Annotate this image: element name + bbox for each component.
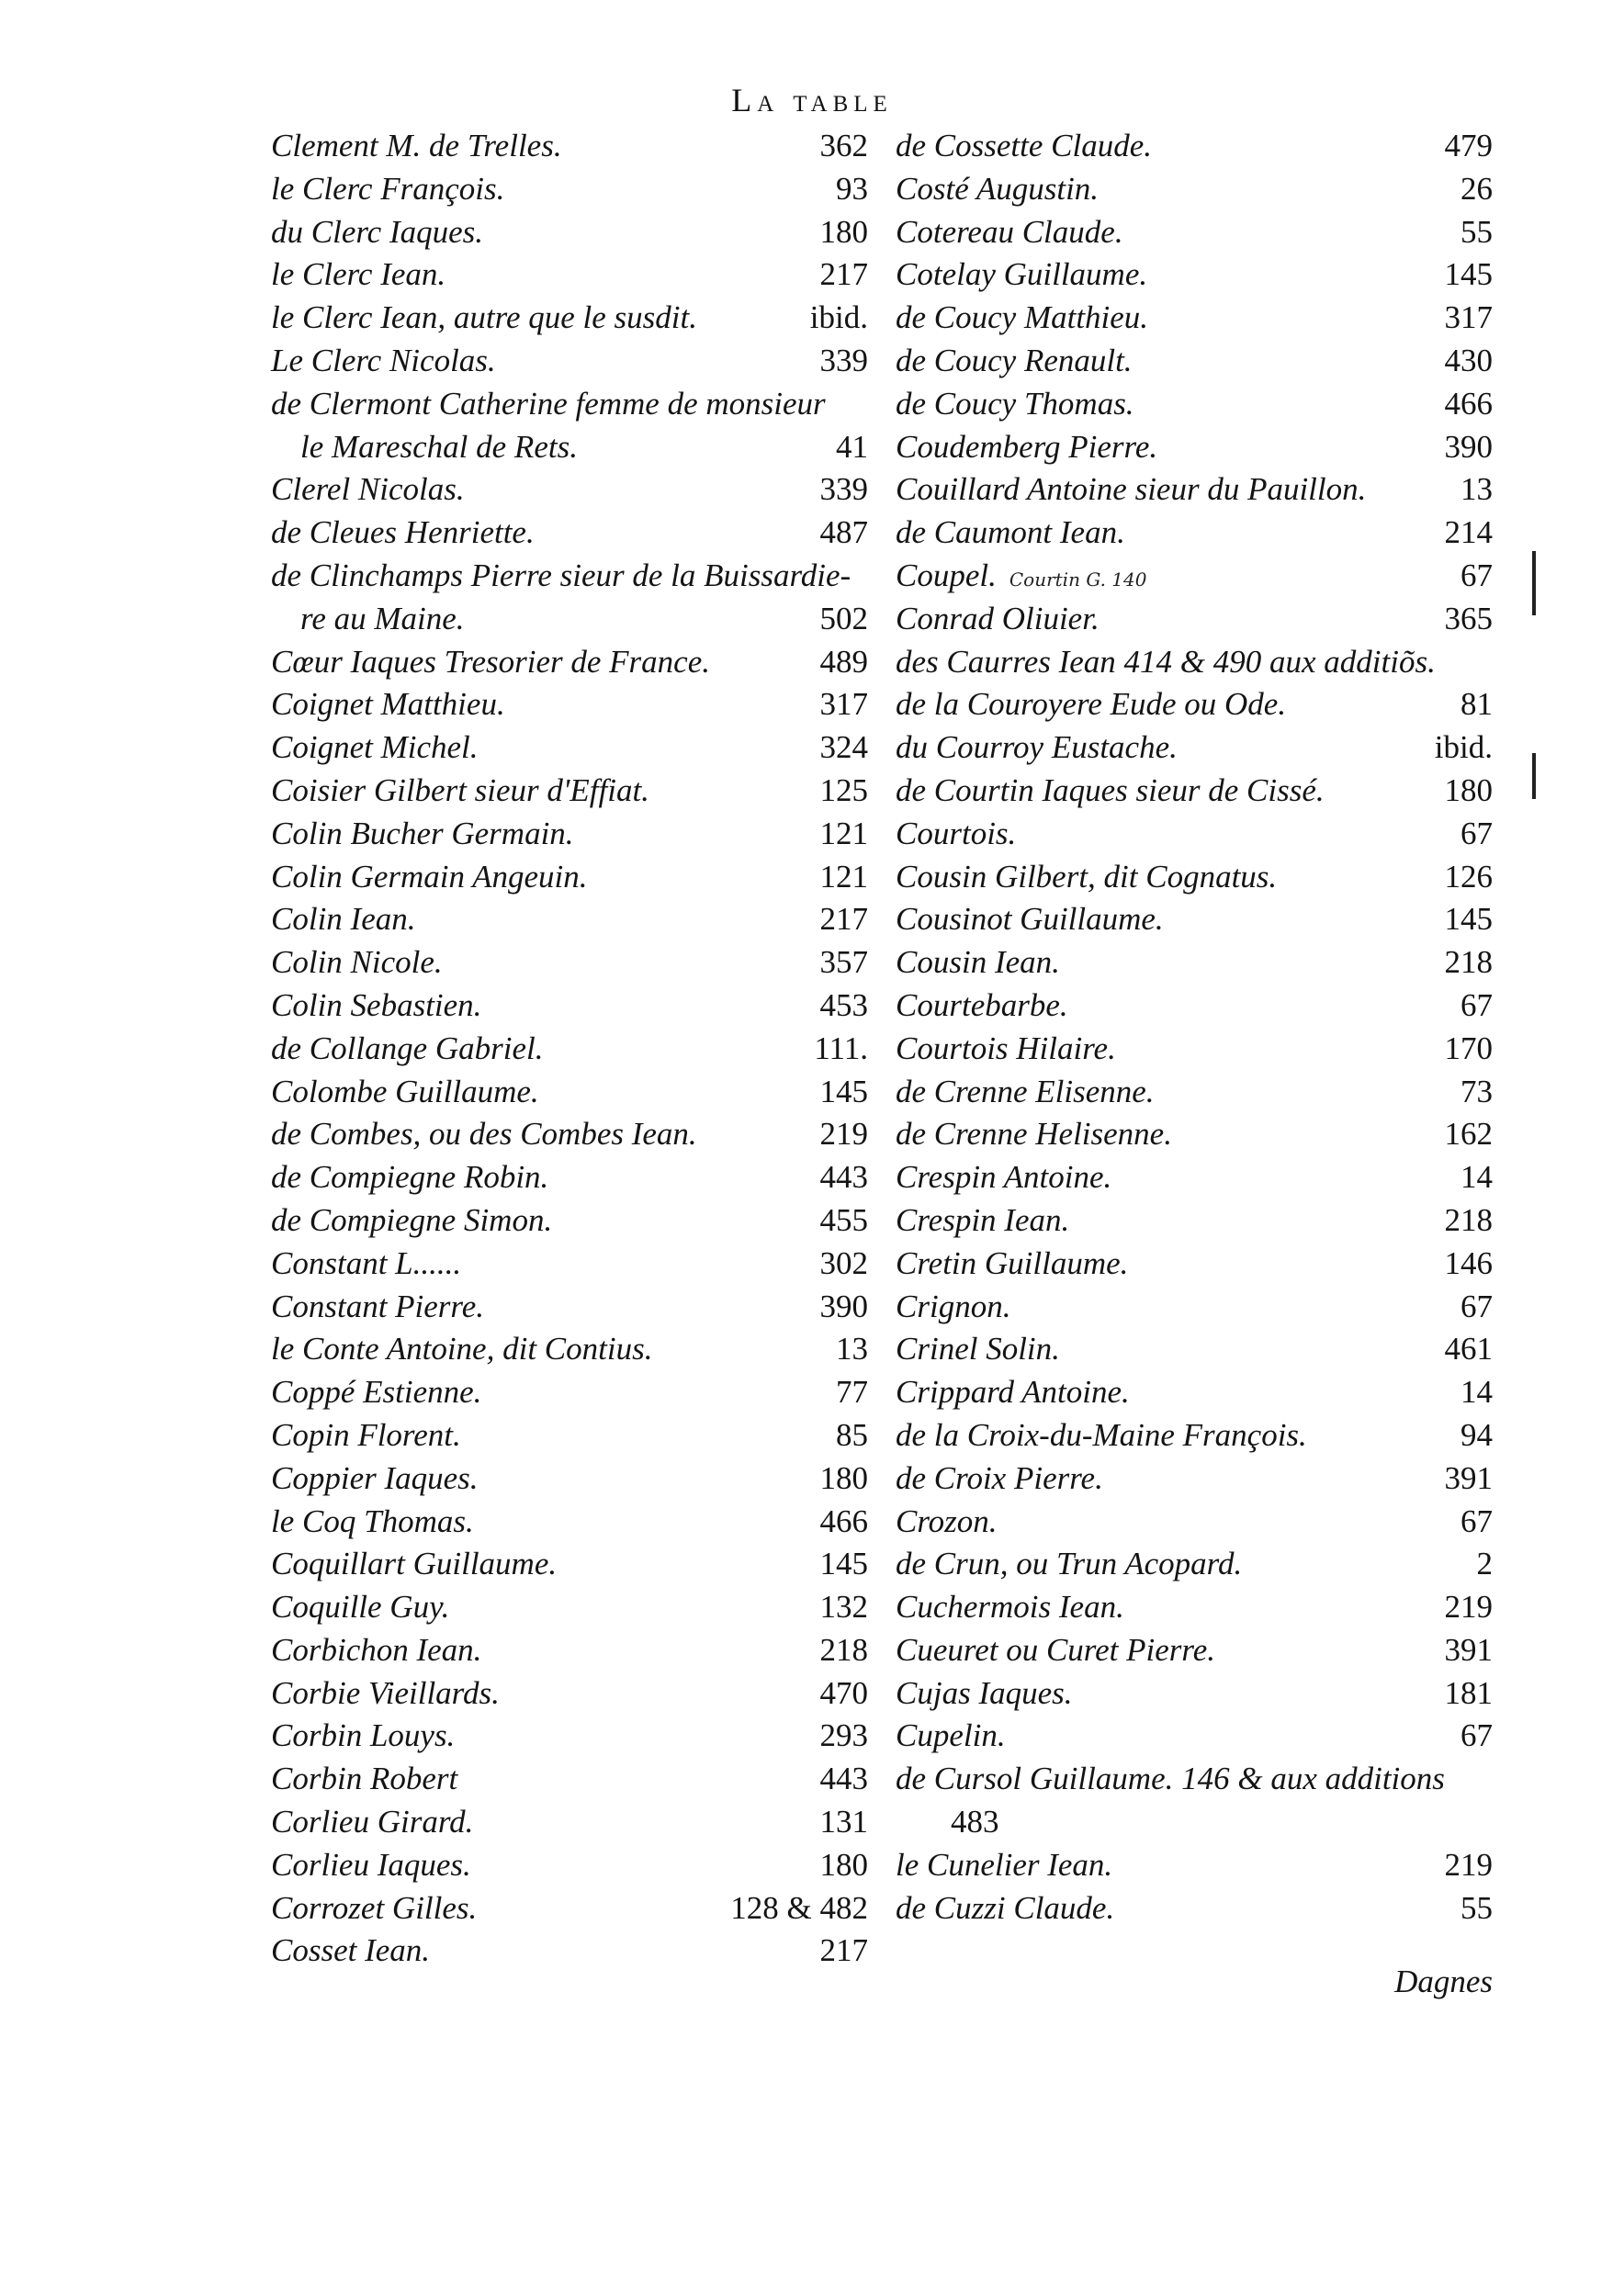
- index-entry: [271, 468, 868, 512]
- index-entry: [271, 641, 868, 684]
- entry-name: Copin Florent.: [271, 1416, 461, 1453]
- left-column: [271, 125, 868, 1973]
- entry-page-number: 67: [1460, 557, 1493, 593]
- index-entry: [271, 985, 868, 1028]
- index-entry: [896, 598, 1493, 641]
- entry-page-number: 13: [1460, 471, 1493, 508]
- index-entry: [896, 941, 1493, 985]
- index-entry: [271, 1844, 868, 1887]
- entry-name: Coignet Michel.: [271, 729, 479, 766]
- entry-page-number: 41: [836, 428, 868, 465]
- entry-name: de Cuzzi Claude.: [896, 1889, 1115, 1926]
- index-entry: [896, 683, 1493, 726]
- entry-page-number: 128 & 482: [730, 1889, 868, 1926]
- entry-name: de Crun, ou Trun Acopard.: [896, 1546, 1243, 1582]
- entry-name: de Crenne Elisenne.: [896, 1073, 1155, 1109]
- entry-name: du Courroy Eustache.: [896, 729, 1178, 766]
- entry-page-number: 487: [819, 514, 868, 551]
- index-entry: [896, 253, 1493, 297]
- handwritten-annotation: Courtin G. 140: [1009, 568, 1147, 591]
- entry-name: Crippard Antoine.: [896, 1374, 1130, 1411]
- entry-name: de Compiegne Robin.: [271, 1159, 549, 1196]
- index-entry: [896, 512, 1493, 555]
- entry-name: Coquillart Guillaume.: [271, 1546, 558, 1582]
- entry-page-number: 470: [819, 1674, 868, 1711]
- entry-page-number: 324: [819, 729, 868, 766]
- entry-name: Coudemberg Pierre.: [896, 428, 1158, 465]
- entry-name: de Combes, ou des Combes Iean.: [271, 1116, 697, 1153]
- index-entry: [271, 168, 868, 211]
- index-entry: [896, 1199, 1493, 1243]
- entry-page-number: 293: [819, 1717, 868, 1754]
- entry-page-number: 214: [1444, 514, 1493, 551]
- entry-page-number: 339: [819, 471, 868, 508]
- entry-page-number: 93: [836, 170, 868, 207]
- entry-page-number: 13: [836, 1331, 868, 1367]
- entry-name: de la Couroyere Eude ou Ode.: [896, 686, 1287, 723]
- index-entry: [271, 1543, 868, 1586]
- entry-page-number: 121: [819, 815, 868, 851]
- index-entry: [896, 1758, 1493, 1801]
- entry-name: Coisier Gilbert sieur d'Effiat.: [271, 771, 649, 808]
- entry-page-number: 67: [1460, 1503, 1493, 1539]
- entry-name: Cousin Gilbert, dit Cognatus.: [896, 858, 1278, 895]
- index-entry: [271, 941, 868, 985]
- entry-page-number: 67: [1460, 986, 1493, 1023]
- entry-name-group: [896, 555, 1146, 602]
- entry-name: Cotelay Guillaume.: [896, 256, 1148, 293]
- index-entry: [271, 253, 868, 297]
- entry-page-number: 217: [819, 256, 868, 293]
- entry-page-number: 217: [819, 901, 868, 938]
- catchword: Dagnes: [1394, 1964, 1493, 1999]
- entry-page-number: 218: [1444, 944, 1493, 981]
- entry-page-number: 181: [1444, 1674, 1493, 1711]
- index-entry: [271, 1243, 868, 1286]
- entry-page-number: 77: [836, 1374, 868, 1411]
- index-entry: [896, 168, 1493, 211]
- index-entry: [271, 1156, 868, 1199]
- entry-name: de Cossette Claude.: [896, 128, 1152, 163]
- entry-name: Corrozet Gilles.: [271, 1889, 478, 1926]
- index-entry: [896, 1071, 1493, 1114]
- index-entry: [271, 555, 868, 598]
- entry-name: Cuchermois Iean.: [896, 1589, 1124, 1626]
- entry-name: Courtois.: [896, 815, 1017, 851]
- entry-page-number: 219: [1444, 1846, 1493, 1883]
- entry-name: Coppé Estienne.: [271, 1374, 482, 1411]
- entry-name: Crespin Iean.: [896, 1201, 1070, 1238]
- right-column: [896, 125, 1493, 1930]
- entry-page-number: 466: [819, 1503, 868, 1539]
- index-entry: [896, 1028, 1493, 1071]
- index-entry: [271, 598, 868, 641]
- entry-name: Costé Augustin.: [896, 170, 1100, 207]
- index-entry: [896, 641, 1493, 684]
- index-entry: [271, 1887, 868, 1930]
- entry-page-number: 443: [819, 1159, 868, 1196]
- entry-page-number: 131: [819, 1804, 868, 1840]
- entry-page-number: 479: [1444, 128, 1493, 163]
- index-entry: [896, 1243, 1493, 1286]
- index-entry: [896, 856, 1493, 899]
- margin-mark: [1532, 753, 1536, 799]
- entry-name: Cotereau Claude.: [896, 213, 1123, 250]
- index-entry: [896, 211, 1493, 254]
- entry-name: le Clerc Iean.: [271, 256, 446, 293]
- entry-page-number: 162: [1444, 1116, 1493, 1153]
- entry-name: Colin Nicole.: [271, 944, 443, 981]
- index-entry: [896, 125, 1493, 168]
- index-entry: [271, 1458, 868, 1501]
- index-entry: [271, 125, 868, 168]
- index-entry: [271, 297, 868, 340]
- index-entry: [271, 1286, 868, 1329]
- entry-name: Coquille Guy.: [271, 1589, 450, 1626]
- entry-name: de Coucy Renault.: [896, 342, 1133, 378]
- index-entry: [271, 1414, 868, 1458]
- entry-name: Courtebarbe.: [896, 986, 1068, 1023]
- entry-page-number: 302: [819, 1244, 868, 1281]
- index-entry: [896, 813, 1493, 856]
- entry-page-number: 461: [1444, 1331, 1493, 1367]
- entry-name: Coupel.: [896, 557, 997, 593]
- entry-name: Crinel Solin.: [896, 1331, 1060, 1367]
- entry-name: Colombe Guillaume.: [271, 1073, 539, 1109]
- entry-name: de Croix Pierre.: [896, 1459, 1103, 1496]
- entry-page-number: 121: [819, 858, 868, 895]
- entry-page-number: 390: [1444, 428, 1493, 465]
- index-entry: [896, 1328, 1493, 1371]
- entry-name: de Crenne Helisenne.: [896, 1116, 1172, 1153]
- entry-name: Crignon.: [896, 1288, 1011, 1324]
- entry-name: Corbin Robert: [271, 1761, 458, 1797]
- index-entry: [896, 1414, 1493, 1458]
- entry-name: Clement M. de Trelles.: [271, 128, 562, 163]
- entry-page-number: 391: [1444, 1631, 1493, 1668]
- entry-page-number: 81: [1460, 686, 1493, 723]
- index-entry: [271, 1199, 868, 1243]
- entry-page-number: 85: [836, 1416, 868, 1453]
- index-entry: [271, 1930, 868, 1973]
- entry-name: Crespin Antoine.: [896, 1159, 1112, 1196]
- entry-page-number: 145: [1444, 256, 1493, 293]
- index-entry: [896, 1844, 1493, 1887]
- entry-page-number: 145: [1444, 901, 1493, 938]
- index-entry: [896, 1672, 1493, 1716]
- entry-name: le Conte Antoine, dit Contius.: [271, 1331, 653, 1367]
- index-entry: [271, 1371, 868, 1414]
- index-entry: [271, 1629, 868, 1672]
- entry-page-number: 219: [819, 1116, 868, 1153]
- entry-name: le Mareschal de Rets.: [300, 428, 578, 465]
- margin-mark: [1532, 551, 1536, 615]
- index-entry: [896, 1371, 1493, 1414]
- entry-name: Conrad Oliuier.: [896, 600, 1100, 636]
- entry-page-number: 125: [819, 771, 868, 808]
- index-entry: [896, 1501, 1493, 1544]
- index-entry: [271, 1672, 868, 1716]
- index-entry: [896, 898, 1493, 941]
- entry-page-number: 362: [819, 128, 868, 163]
- entry-name: le Cunelier Iean.: [896, 1846, 1113, 1883]
- entry-page-number: 317: [1444, 299, 1493, 336]
- index-entry: [271, 1071, 868, 1114]
- entry-name: de Caumont Iean.: [896, 514, 1125, 551]
- index-entry: [271, 898, 868, 941]
- entry-name: de Cleues Henriette.: [271, 514, 535, 551]
- entry-page-number: 357: [819, 944, 868, 981]
- entry-name: Corbin Louys.: [271, 1717, 456, 1754]
- entry-page-number: 455: [819, 1201, 868, 1238]
- entry-page-number: 67: [1460, 815, 1493, 851]
- index-entry: [271, 426, 868, 469]
- entry-page-number: 67: [1460, 1288, 1493, 1324]
- entry-name: de Cursol Guillaume. 146 & aux additions: [896, 1761, 1445, 1797]
- index-entry: [896, 340, 1493, 383]
- index-entry: [271, 1715, 868, 1758]
- entry-page-number: 489: [819, 643, 868, 680]
- entry-page-number: 391: [1444, 1459, 1493, 1496]
- entry-name: Colin Sebastien.: [271, 986, 482, 1023]
- entry-page-number: 390: [819, 1288, 868, 1324]
- entry-page-number: 55: [1460, 1889, 1493, 1926]
- entry-page-number: 14: [1460, 1374, 1493, 1411]
- index-entry: [271, 1586, 868, 1629]
- entry-page-number: 67: [1460, 1717, 1493, 1754]
- index-entry: [271, 1501, 868, 1544]
- index-entry: [271, 1328, 868, 1371]
- entry-name: Couillard Antoine sieur du Pauillon.: [896, 471, 1367, 508]
- index-entry: [896, 1629, 1493, 1672]
- index-entry: [271, 683, 868, 726]
- entry-name: de la Croix-du-Maine François.: [896, 1416, 1307, 1453]
- entry-name: du Clerc Iaques.: [271, 213, 484, 250]
- entry-name: Cupelin.: [896, 1717, 1006, 1754]
- entry-page-number: 180: [819, 1459, 868, 1496]
- entry-page-number: 365: [1444, 600, 1493, 636]
- index-entry: [896, 1715, 1493, 1758]
- entry-name: Cousinot Guillaume.: [896, 901, 1164, 938]
- entry-page-number: 170: [1444, 1030, 1493, 1066]
- entry-name: Constant Pierre.: [271, 1288, 485, 1324]
- entry-name: Corlieu Girard.: [271, 1804, 474, 1840]
- index-entry: [896, 1586, 1493, 1629]
- entry-page-number: 218: [1444, 1201, 1493, 1238]
- entry-name: Cujas Iaques.: [896, 1674, 1073, 1711]
- index-entry: [271, 1113, 868, 1156]
- index-entry: [896, 985, 1493, 1028]
- entry-name: Corlieu Iaques.: [271, 1846, 471, 1883]
- entry-page-number: 180: [1444, 771, 1493, 808]
- entry-page-number: ibid.: [1434, 729, 1493, 766]
- entry-name: de Compiegne Simon.: [271, 1201, 553, 1238]
- index-entry: [896, 383, 1493, 426]
- entry-page-number: 483: [951, 1804, 999, 1840]
- entry-name: des Caurres Iean 414 & 490 aux additiõs.: [896, 643, 1436, 680]
- entry-page-number: ibid.: [809, 299, 868, 336]
- index-entry: [896, 726, 1493, 770]
- index-entry: [896, 297, 1493, 340]
- entry-name: de Clermont Catherine femme de monsieur: [271, 385, 826, 422]
- entry-page-number: 126: [1444, 858, 1493, 895]
- index-entry: [271, 211, 868, 254]
- entry-page-number: 443: [819, 1761, 868, 1797]
- entry-name: Clerel Nicolas.: [271, 471, 465, 508]
- index-entry: [271, 340, 868, 383]
- index-entry: [896, 1113, 1493, 1156]
- entry-page-number: 180: [819, 1846, 868, 1883]
- entry-page-number: 132: [819, 1589, 868, 1626]
- entry-name: Cretin Guillaume.: [896, 1244, 1129, 1281]
- entry-name: de Courtin Iaques sieur de Cissé.: [896, 771, 1325, 808]
- entry-page-number: 218: [819, 1631, 868, 1668]
- entry-page-number: 111.: [814, 1030, 868, 1066]
- entry-name: Le Clerc Nicolas.: [271, 342, 496, 378]
- entry-page-number: 145: [819, 1546, 868, 1582]
- entry-name: de Coucy Matthieu.: [896, 299, 1149, 336]
- entry-page-number: 453: [819, 986, 868, 1023]
- index-entry: [896, 1156, 1493, 1199]
- index-entry: [271, 813, 868, 856]
- entry-name: re au Maine.: [300, 600, 465, 636]
- index-entry: [271, 1758, 868, 1801]
- index-entry: [896, 468, 1493, 512]
- entry-name: Colin Bucher Germain.: [271, 815, 574, 851]
- index-entry: [896, 1458, 1493, 1501]
- entry-page-number: 180: [819, 213, 868, 250]
- entry-page-number: 217: [819, 1932, 868, 1969]
- entry-page-number: 502: [819, 600, 868, 636]
- page-title: La table: [731, 82, 893, 118]
- index-entry: [896, 426, 1493, 469]
- entry-page-number: 317: [819, 686, 868, 723]
- entry-name: Courtois Hilaire.: [896, 1030, 1116, 1066]
- entry-name: de Clinchamps Pierre sieur de la Buissardie-: [271, 557, 851, 593]
- entry-page-number: 146: [1444, 1244, 1493, 1281]
- entry-name: Colin Germain Angeuin.: [271, 858, 588, 895]
- index-entry: [271, 512, 868, 555]
- entry-name: Colin Iean.: [271, 901, 416, 938]
- index-entry: [896, 770, 1493, 813]
- index-entry: [896, 1887, 1493, 1930]
- entry-name: de Coucy Thomas.: [896, 385, 1134, 422]
- entry-name: Cousin Iean.: [896, 944, 1060, 981]
- entry-page-number: 2: [1476, 1546, 1493, 1582]
- entry-name: Coignet Matthieu.: [271, 686, 505, 723]
- entry-page-number: 339: [819, 342, 868, 378]
- entry-page-number: 55: [1460, 213, 1493, 250]
- entry-name: Corbie Vieillards.: [271, 1674, 500, 1711]
- entry-page-number: 14: [1460, 1159, 1493, 1196]
- entry-name: Corbichon Iean.: [271, 1631, 482, 1668]
- entry-name: Cosset Iean.: [271, 1932, 431, 1969]
- entry-page-number: 73: [1460, 1073, 1493, 1109]
- index-entry: [271, 383, 868, 426]
- entry-name: Coppier Iaques.: [271, 1459, 479, 1496]
- entry-name: le Clerc Iean, autre que le susdit.: [271, 299, 697, 336]
- entry-page-number: 94: [1460, 1416, 1493, 1453]
- index-entry: [896, 1543, 1493, 1586]
- entry-page-number: 466: [1444, 385, 1493, 422]
- index-entry: [271, 856, 868, 899]
- entry-name: le Clerc François.: [271, 170, 505, 207]
- entry-page-number: 430: [1444, 342, 1493, 378]
- index-entry: [271, 1801, 868, 1844]
- entry-name: Cueuret ou Curet Pierre.: [896, 1631, 1216, 1668]
- entry-page-number: 26: [1460, 170, 1493, 207]
- index-entry: [271, 770, 868, 813]
- index-entry: [271, 726, 868, 770]
- entry-name: Constant L......: [271, 1244, 462, 1281]
- entry-name: de Collange Gabriel.: [271, 1030, 544, 1066]
- entry-name: le Coq Thomas.: [271, 1503, 474, 1539]
- index-entry: [896, 1801, 1493, 1844]
- entry-page-number: 219: [1444, 1589, 1493, 1626]
- index-entry: [271, 1028, 868, 1071]
- entry-page-number: 145: [819, 1073, 868, 1109]
- index-entry: [896, 1286, 1493, 1329]
- entry-name: Crozon.: [896, 1503, 998, 1539]
- index-entry: [896, 555, 1493, 598]
- entry-name: Cœur Iaques Tresorier de France.: [271, 643, 710, 680]
